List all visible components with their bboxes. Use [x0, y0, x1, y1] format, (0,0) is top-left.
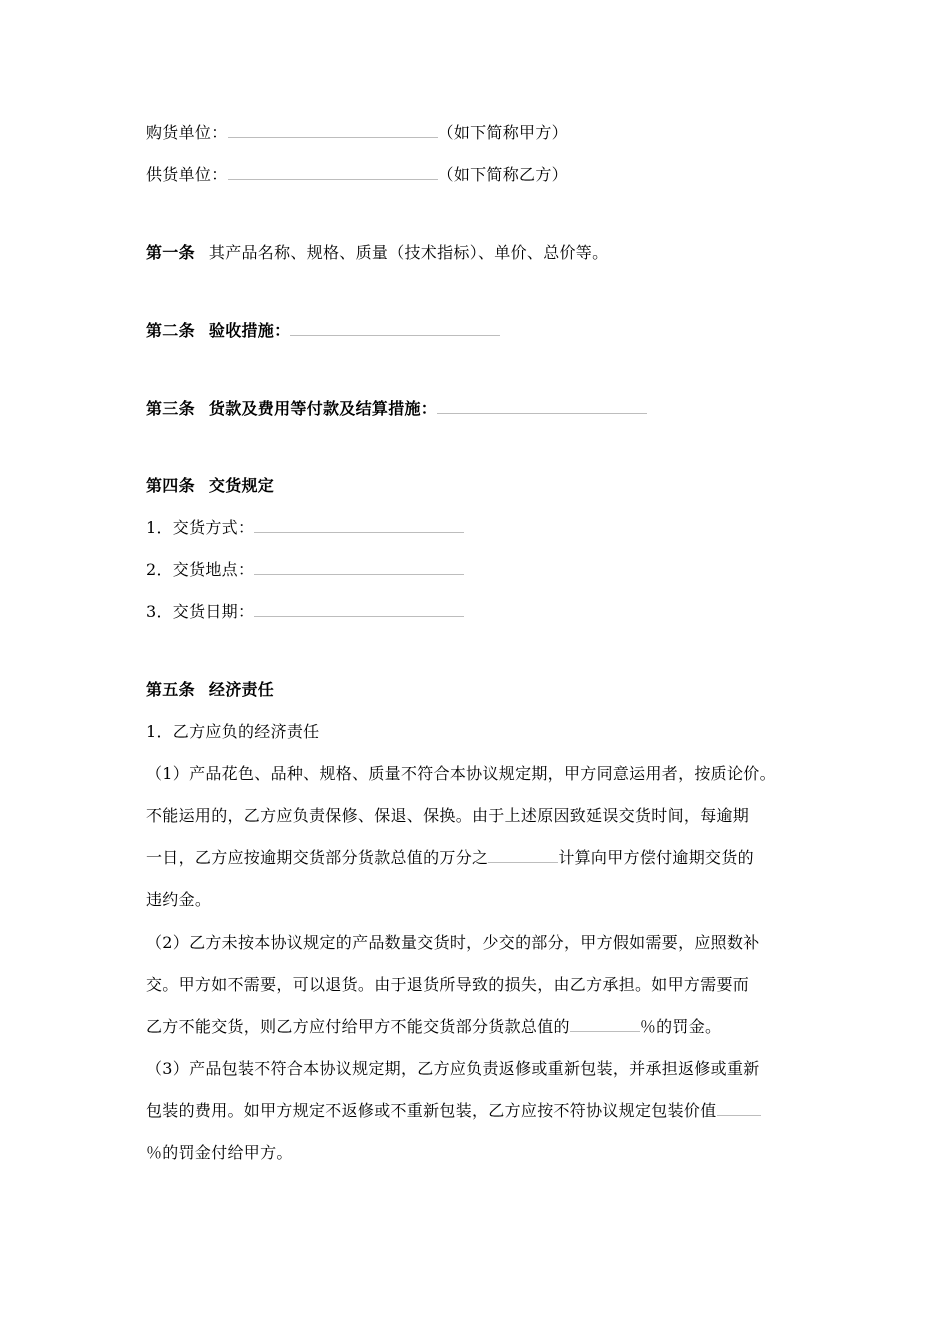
delivery-method-blank[interactable]: [254, 518, 464, 533]
ratio-blank[interactable]: [488, 848, 558, 863]
clause-3-line-1: （3）产品包装不符合本协议规定期，乙方应负责返修或重新包装，并承担返修或重新: [146, 1059, 760, 1078]
clause-2-line-3a: 乙方不能交货，则乙方应付给甲方不能交货部分货款总值的: [146, 1017, 570, 1036]
buyer-line: [146, 122, 568, 144]
delivery-place-label: 2．交货地点：: [146, 560, 255, 579]
clause-2-line-3b: ％的罚金。: [639, 1017, 722, 1036]
article-5-title: 第五条: [146, 680, 195, 699]
buyer-blank[interactable]: [228, 123, 438, 138]
clause-1-line-3b: 计算向甲方偿付逾期交货的: [558, 848, 754, 867]
delivery-method-label: 1．交货方式：: [146, 518, 255, 537]
clause-3-line-2: [146, 1100, 761, 1122]
article-3: [146, 398, 647, 420]
article-3-title: 第三条: [146, 399, 195, 418]
clause-1-line-4: 违约金。: [146, 890, 212, 909]
article-4-text: 交货规定: [208, 476, 275, 495]
seller-blank[interactable]: [228, 165, 438, 180]
article-1-text: 其产品名称、规格、质量（技术指标）、单价、总价等。: [208, 243, 609, 262]
delivery-place: [146, 559, 464, 581]
seller-label: 供货单位：: [146, 165, 228, 184]
payment-blank[interactable]: [437, 399, 647, 414]
article-1-title: 第一条: [146, 243, 195, 262]
buyer-label: 购货单位：: [146, 123, 228, 142]
article-2-title: 第二条: [146, 321, 195, 340]
clause-2-line-1: （2）乙方未按本协议规定的产品数量交货时，少交的部分，甲方假如需要，应照数补: [146, 933, 760, 952]
article-1: [146, 242, 608, 264]
delivery-date: [146, 601, 464, 623]
seller-note: （如下简称乙方）: [437, 165, 568, 184]
delivery-place-blank[interactable]: [254, 560, 464, 575]
clause-3-line-3: ％的罚金付给甲方。: [146, 1143, 293, 1162]
packaging-percent-blank[interactable]: [717, 1101, 761, 1116]
article-5-sub-1: 1．乙方应负的经济责任: [146, 722, 320, 741]
penalty-percent-blank[interactable]: [570, 1017, 640, 1032]
article-5: [146, 679, 274, 701]
article-4: [146, 475, 274, 497]
article-3-text: 货款及费用等付款及结算措施：: [208, 399, 438, 418]
article-2-text: 验收措施：: [208, 321, 291, 340]
delivery-date-label: 3．交货日期：: [146, 602, 255, 621]
article-5-text: 经济责任: [208, 680, 275, 699]
seller-line: [146, 164, 568, 186]
clause-2-line-2: 交。甲方如不需要，可以退货。由于退货所导致的损失，由乙方承担。如甲方需要而: [146, 975, 750, 994]
article-2: [146, 320, 500, 342]
clause-1-line-3a: 一日，乙方应按逾期交货部分货款总值的万分之: [146, 848, 489, 867]
delivery-date-blank[interactable]: [254, 602, 464, 617]
clause-1-line-3: [146, 847, 754, 869]
delivery-method: [146, 517, 464, 539]
clause-1-line-2: 不能运用的，乙方应负责保修、保退、保换。由于上述原因致延误交货时间，每逾期: [146, 806, 750, 825]
article-4-title: 第四条: [146, 476, 195, 495]
clause-1-line-1: （1）产品花色、品种、规格、质量不符合本协议规定期，甲方同意运用者，按质论价。: [146, 764, 776, 783]
buyer-note: （如下简称甲方）: [437, 123, 568, 142]
inspection-blank[interactable]: [290, 321, 500, 336]
clause-3-line-2-text: 包装的费用。如甲方规定不返修或不重新包装，乙方应按不符协议规定包装价值: [146, 1101, 717, 1120]
clause-2-line-3: [146, 1016, 721, 1038]
